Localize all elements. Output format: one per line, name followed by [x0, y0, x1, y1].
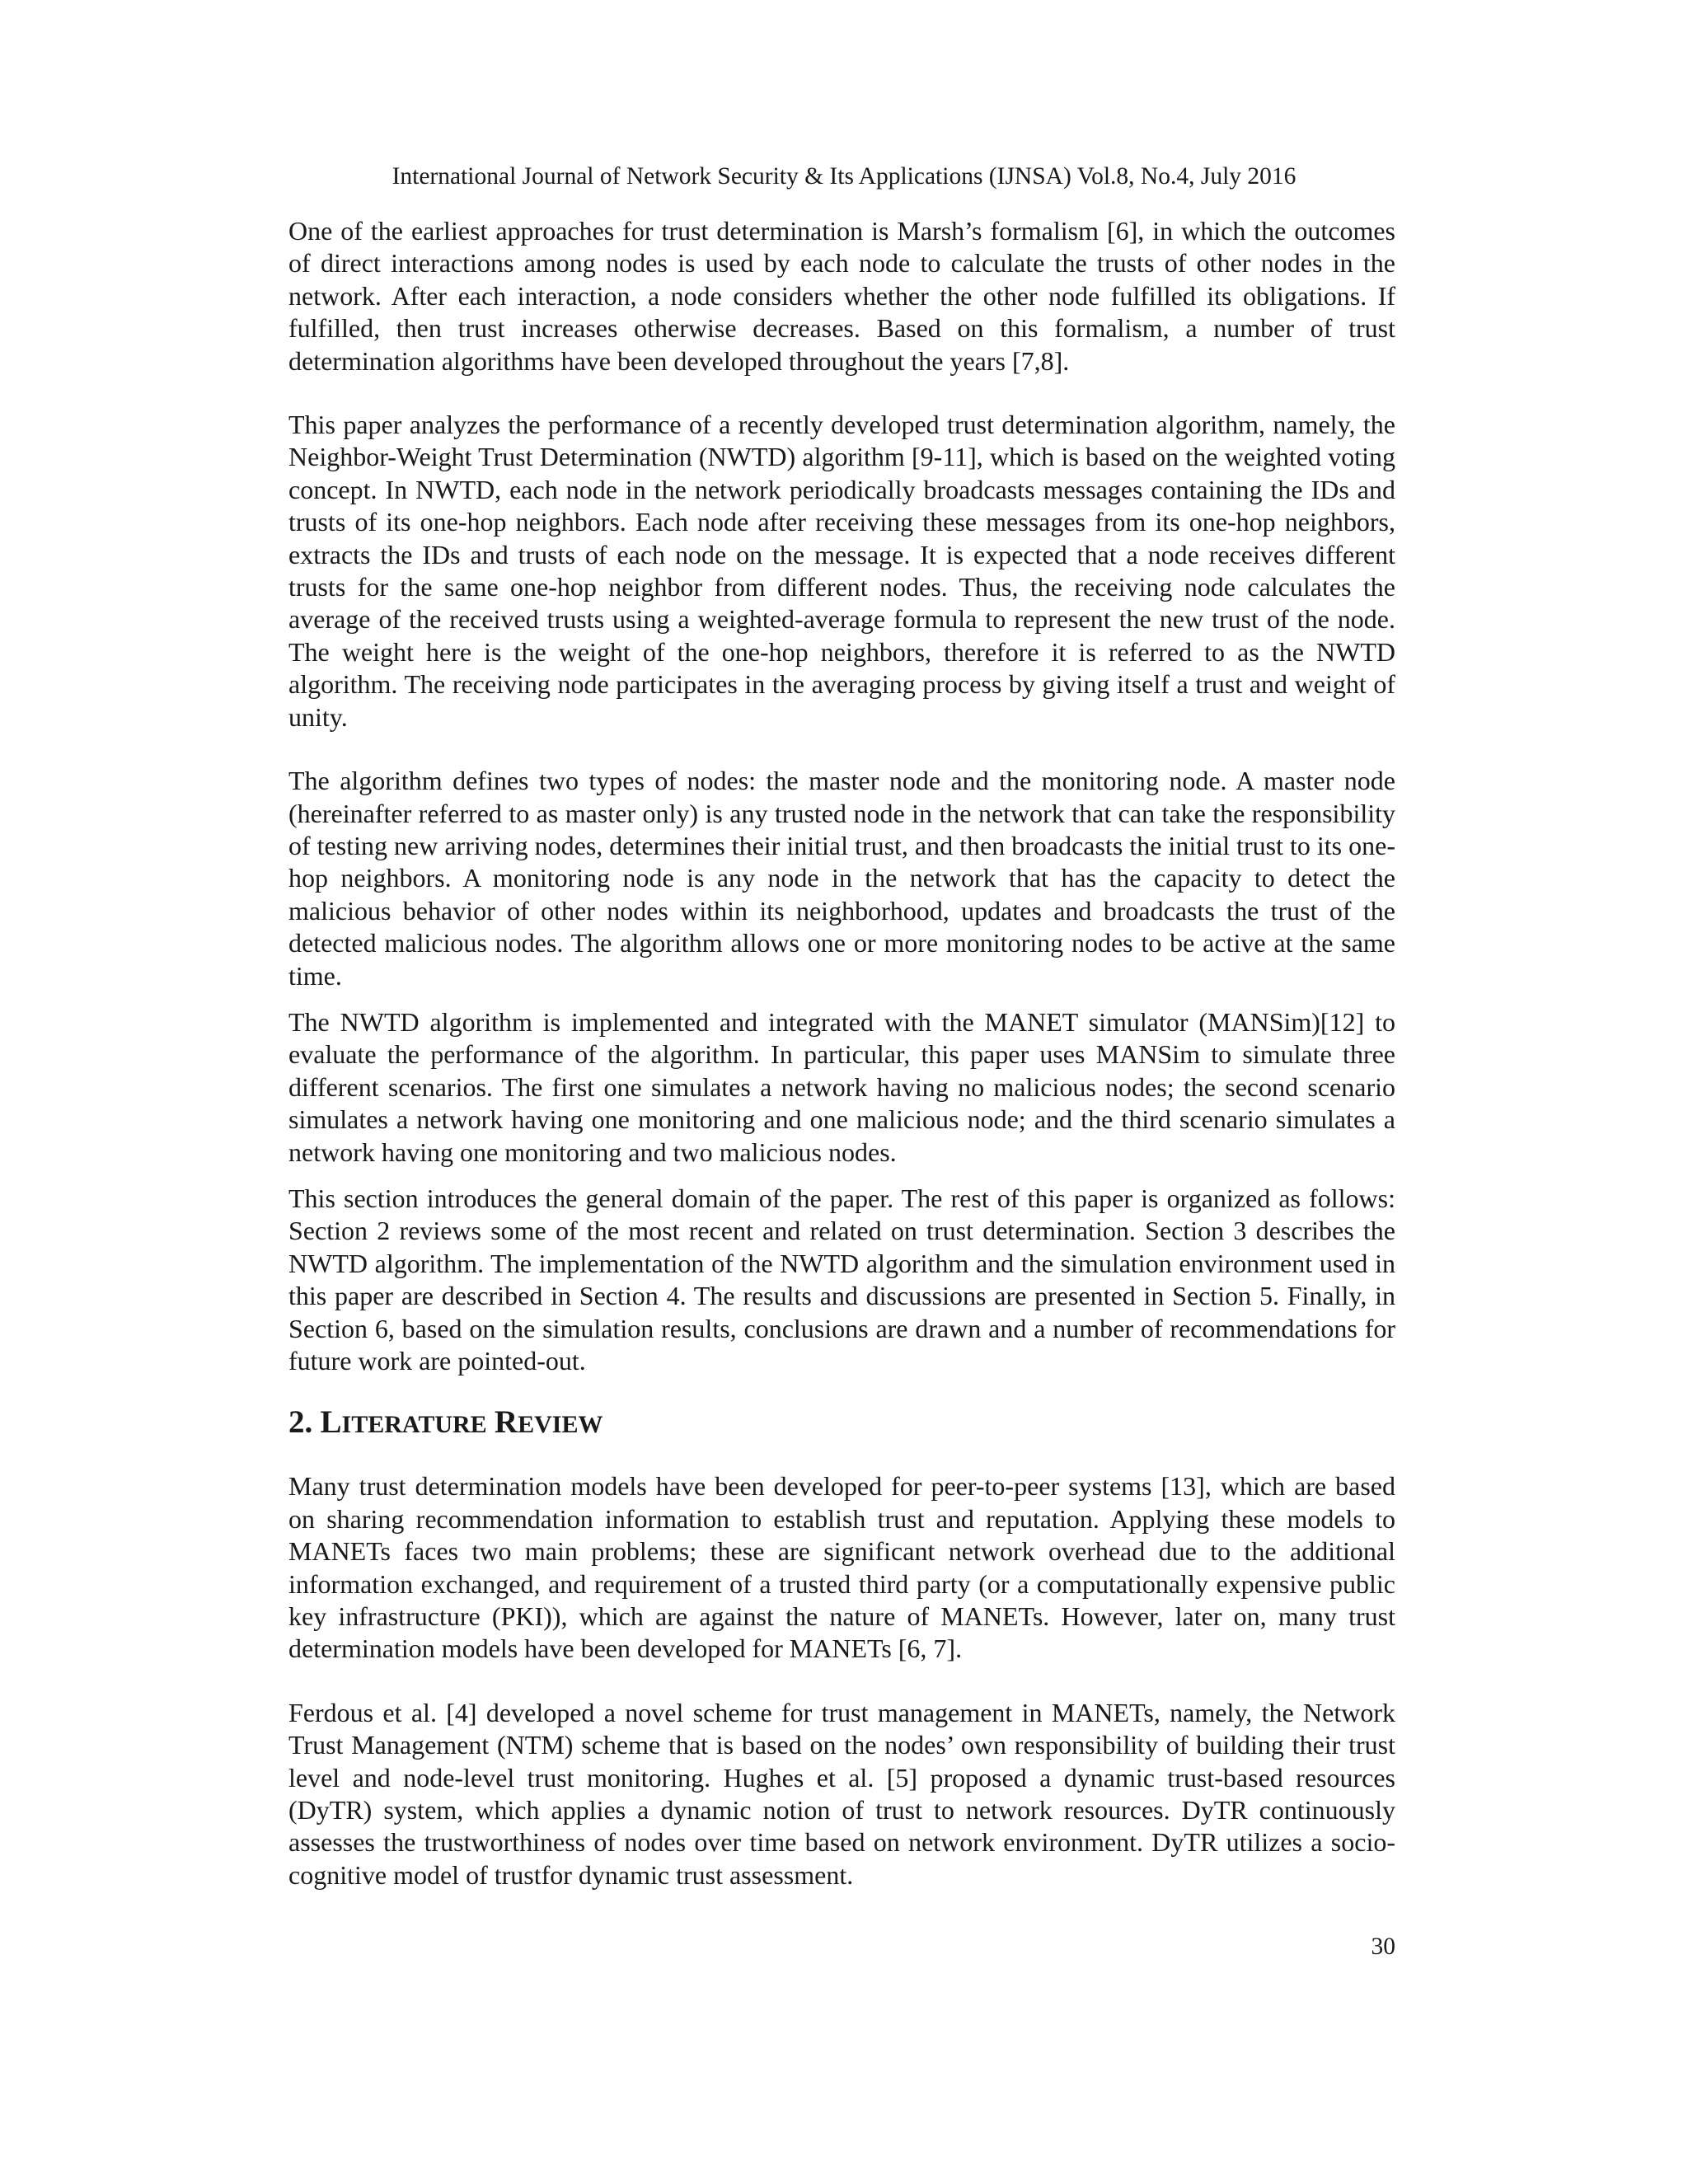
paragraph-marsh-formalism: One of the earliest approaches for trust determination is Marsh’s formalism [6], in which the outcomes of direct interactions among nodes is used by each node to calculate the trusts of other nodes in the network. After each interaction, a node considers whether the other node fulfilled its obligations. If fulfilled, then trust increases otherwise decreases. Based on this formalism, a number of trust determination algorithms have been developed throughout the years [7,8].: [288, 216, 1395, 376]
paragraph-p2p-trust-models: Many trust determination models have been developed for peer-to-peer systems [13], which are based on sharing recommendation information to establish trust and reputation. Applying these models to MANETs faces two main problems; these are significant network overhead due to the additional information exchanged, and requirement of a trusted third party (or a computationally expensive public key infrastructure (PKI)), which are against the nature of MANETs. However, later on, many trust determination models have been developed for MANETs [6, 7].: [288, 1471, 1395, 1664]
section-number: 2.: [288, 1404, 313, 1441]
section-word2-rest: EVIEW: [518, 1411, 603, 1439]
page-number: 30: [1371, 1933, 1395, 1960]
section-word1-rest: ITERATURE: [341, 1411, 487, 1439]
section-word2-initial: R: [494, 1404, 518, 1441]
paragraph-node-types: The algorithm defines two types of nodes: the master node and the monitoring node. A master node (hereinafter referred to as master only) is any trusted node in the network that can take the responsibility of testing new arriving nodes, determines their initial trust, and then broadcasts the initial trust to its one-hop neighbors. A monitoring node is any node in the network that has the capacity to detect the malicious behavior of other nodes within its neighborhood, updates and broadcasts the trust of the detected malicious nodes. The algorithm allows one or more monitoring nodes to be active at the same time.: [288, 766, 1395, 991]
section-word1-initial: L: [320, 1404, 342, 1441]
paragraph-ntm-dytr: Ferdous et al. [4] developed a novel scheme for trust management in MANETs, namely, the Network Trust Management (NTM) scheme that is based on the nodes’ own responsibility of building their trust level and node-level trust monitoring. Hughes et al. [5] proposed a dynamic trust-based resources (DyTR) system, which applies a dynamic notion of trust to network resources. DyTR continuously assesses the trustworthiness of nodes over time based on network environment. DyTR utilizes a socio-cognitive model of trustfor dynamic trust assessment.: [288, 1697, 1395, 1890]
section-heading-literature-review: [288, 1404, 1395, 1443]
page-body: [288, 215, 1395, 1891]
paragraph-mansim-scenarios: The NWTD algorithm is implemented and integrated with the MANET simulator (MANSim)[12] to evaluate the performance of the algorithm. In particular, this paper uses MANSim to simulate three different scenarios. The first one simulates a network having no malicious nodes; the second scenario simulates a network having one monitoring and one malicious node; and the third scenario simulates a network having one monitoring and two malicious nodes.: [288, 1006, 1395, 1167]
paragraph-nwtd-overview: This paper analyzes the performance of a recently developed trust determination algorithm, namely, the Neighbor-Weight Trust Determination (NWTD) algorithm [9-11], which is based on the weighted voting concept. In NWTD, each node in the network periodically broadcasts messages containing the IDs and trusts of its one-hop neighbors. Each node after receiving these messages from its one-hop neighbors, extracts the IDs and trusts of each node on the message. It is expected that a node receives different trusts for the same one-hop neighbor from different nodes. Thus, the receiving node calculates the average of the received trusts using a weighted-average formula to represent the new trust of the node. The weight here is the weight of the one-hop neighbors, therefore it is referred to as the NWTD algorithm. The receiving node participates in the averaging process by giving itself a trust and weight of unity.: [288, 410, 1395, 732]
paragraph-paper-organization: This section introduces the general domain of the paper. The rest of this paper is organized as follows: Section 2 reviews some of the most recent and related on trust determination. Section 3 describes the NWTD algorithm. The implementation of the NWTD algorithm and the simulation environment used in this paper are described in Section 4. The results and discussions are presented in Section 5. Finally, in Section 6, based on the simulation results, conclusions are drawn and a number of recommendations for future work are pointed-out.: [288, 1183, 1395, 1376]
running-header: International Journal of Network Security & Its Applications (IJNSA) Vol.8, No.4, July 2016: [392, 163, 1296, 190]
